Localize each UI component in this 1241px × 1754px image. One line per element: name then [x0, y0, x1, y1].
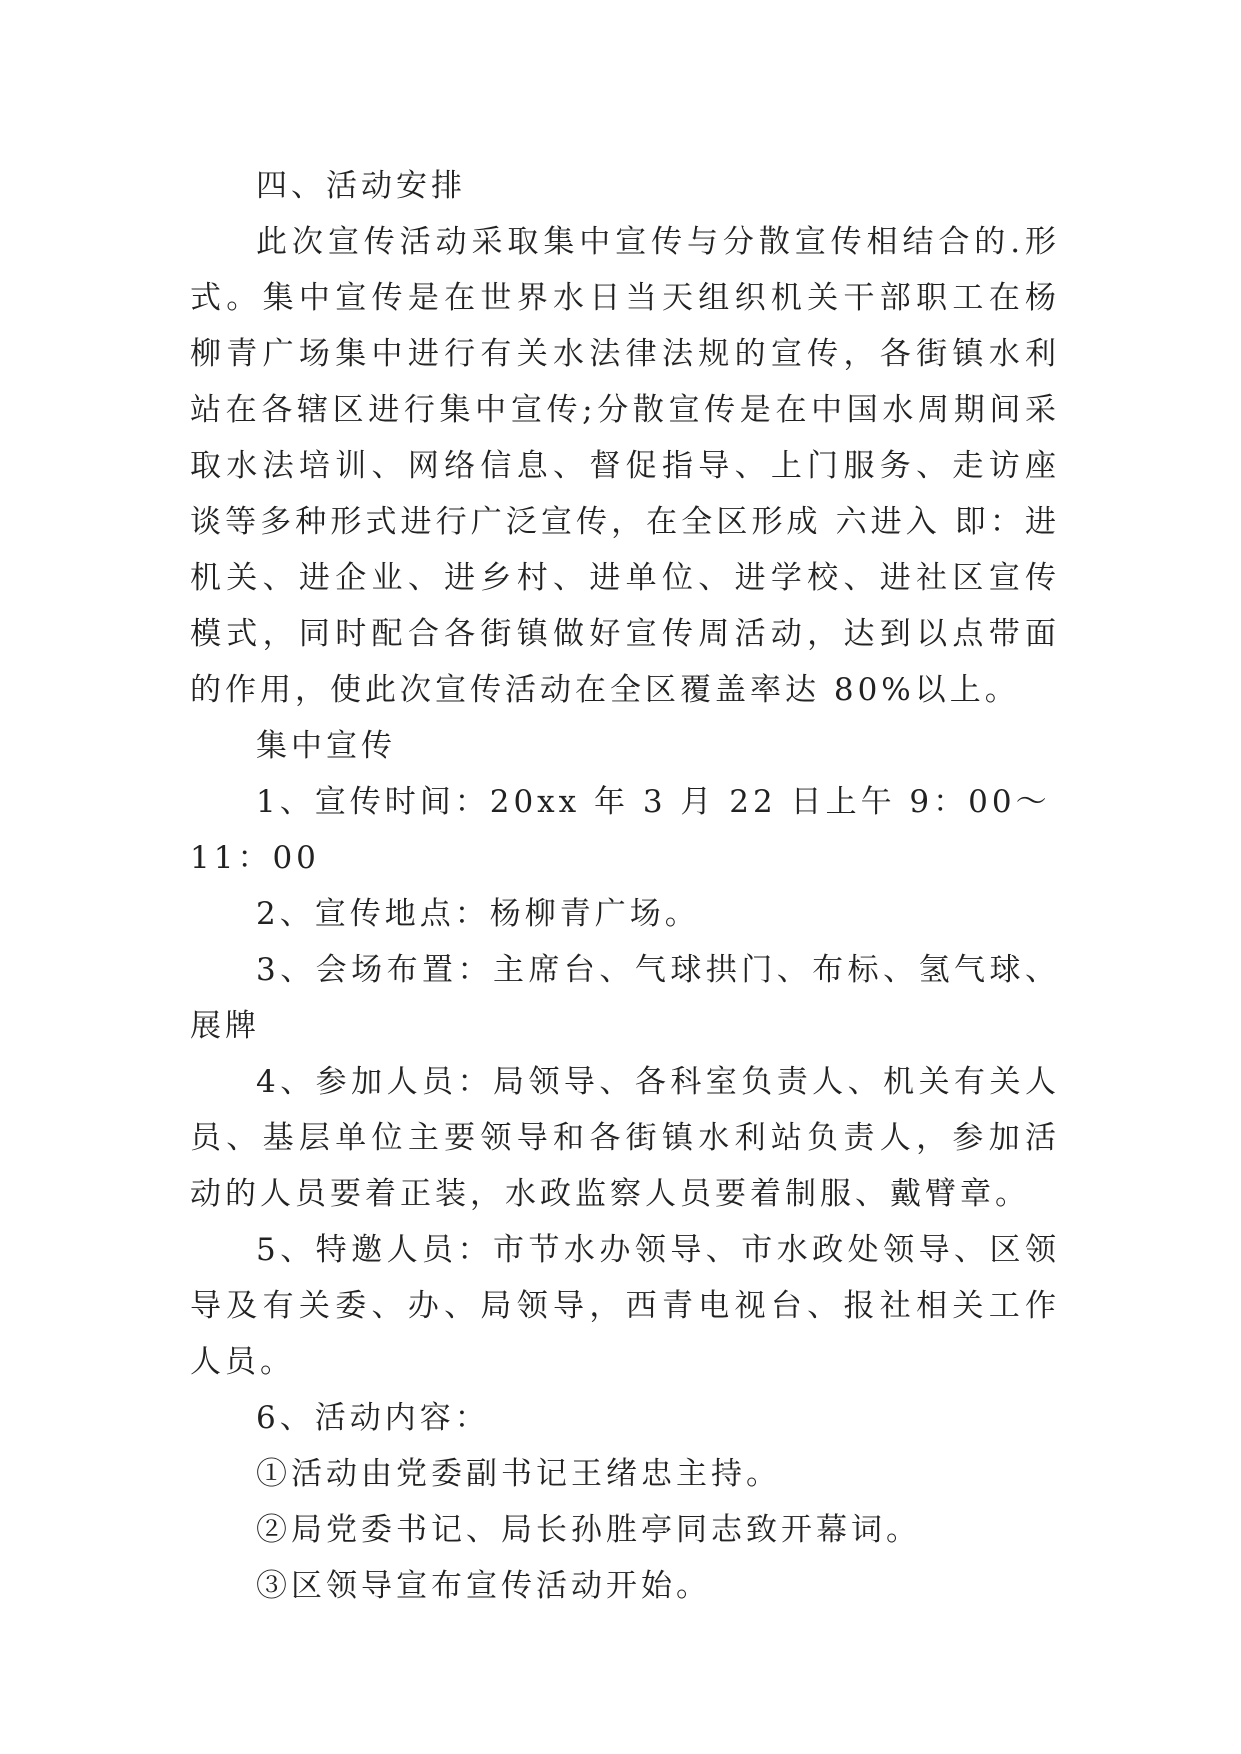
content-step-1: ①活动由党委副书记王绪忠主持。 [256, 1456, 781, 1492]
list-item-location: 2、宣传地点：杨柳青广场。 [256, 896, 700, 932]
list-item-participants: 4、参加人员：局领导、各科室负责人、机关有关人员、基层单位主要领导和各街镇水利站负责人，参加活动的人员要着正装，水政监察人员要着制服、戴臂章。 [190, 1064, 1060, 1212]
document-body [190, 158, 1060, 1614]
list-item-guests: 5、特邀人员：市节水办领导、市水政处领导、区领导及有关委、办、局领导，西青电视台、报社相关工作人员。 [190, 1232, 1060, 1380]
list-item-content: 6、活动内容： [256, 1400, 490, 1436]
body-paragraph: 此次宣传活动采取集中宣传与分散宣传相结合的.形式。集中宣传是在世界水日当天组织机关干部职工在杨柳青广场集中进行有关水法律法规的宣传，各街镇水利站在各辖区进行集中宣传;分散宣传是在中国水周期间采取水法培训、网络信息、督促指导、上门服务、走访座谈等多种形式进行广泛宣传，在全区形成 六进入 即：进机关、进企业、进乡村、进单位、进学校、进社区宣传模式，同时配合各街镇做好宣传周活动，达到以点带面的作用，使此次宣传活动在全区覆盖率达 80%以上。 [190, 224, 1060, 708]
list-item-time: 1、宣传时间：20xx 年 3 月 22 日上午 9：00～11：00 [190, 784, 1051, 876]
subsection-heading: 集中宣传 [256, 728, 396, 764]
list-item-venue: 3、会场布置：主席台、气球拱门、布标、氢气球、展牌 [190, 952, 1060, 1044]
content-step-2: ②局党委书记、局长孙胜亭同志致开幕词。 [256, 1512, 921, 1548]
content-step-3: ③区领导宣布宣传活动开始。 [256, 1568, 711, 1604]
section-heading: 四、活动安排 [256, 168, 466, 204]
